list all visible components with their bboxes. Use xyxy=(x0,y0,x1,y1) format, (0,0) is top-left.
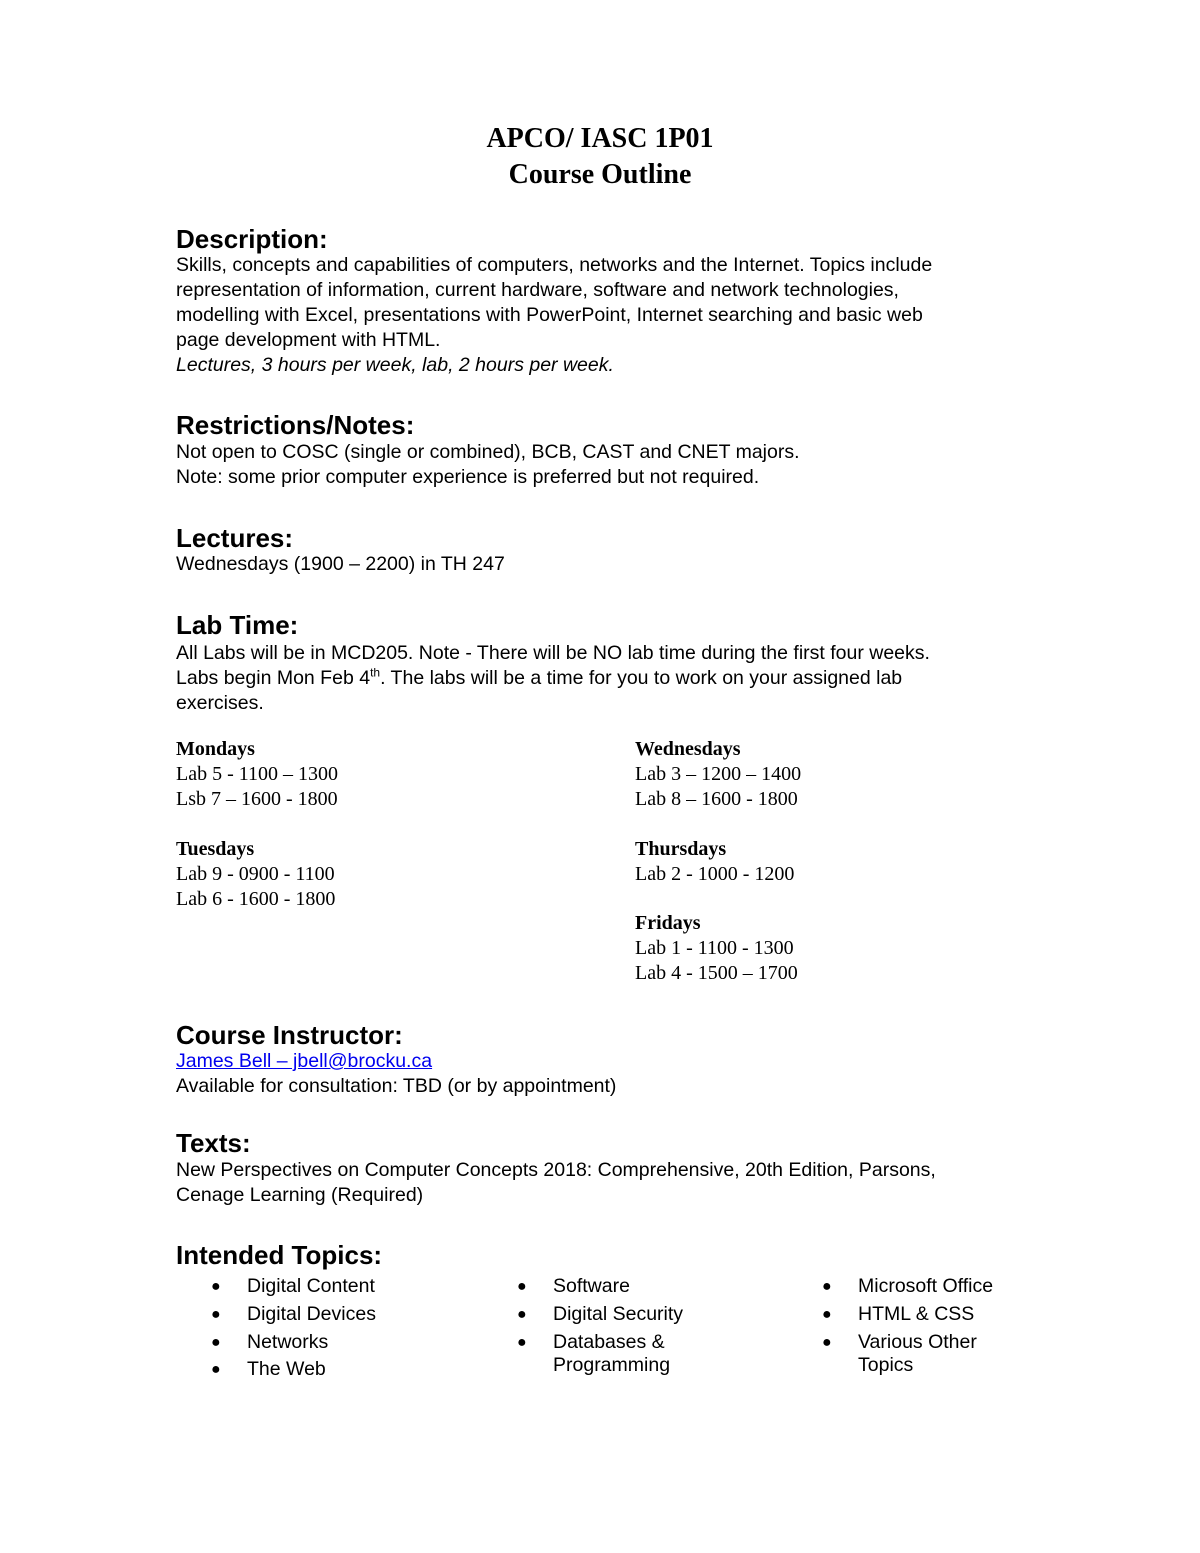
bullet-icon: ● xyxy=(517,1278,527,1295)
topic-item: Digital Content xyxy=(247,1275,375,1297)
bullet-icon: ● xyxy=(822,1334,832,1351)
restrictions-line: Not open to COSC (single or combined), BCB, CAST and CNET majors. xyxy=(176,441,800,463)
topic-item: Digital Security xyxy=(553,1303,684,1325)
description-heading: Description: xyxy=(176,224,328,254)
textbook-line: New Perspectives on Computer Concepts 2018: Comprehensive, 20th Edition, Parsons, xyxy=(176,1159,936,1181)
texts-heading: Texts: xyxy=(176,1128,251,1158)
topic-item: Microsoft Office xyxy=(858,1275,994,1297)
schedule-mondays xyxy=(176,737,338,812)
bullet-icon: ● xyxy=(211,1278,221,1295)
topic-item: Software xyxy=(553,1275,630,1297)
instructor-availability: Available for consultation: TBD (or by appointment) xyxy=(176,1075,617,1097)
schedule-wednesdays xyxy=(635,737,801,812)
restrictions-heading: Restrictions/Notes: xyxy=(176,410,415,440)
schedule-tuesdays xyxy=(176,837,335,912)
lab-slot: Lab 3 – 1200 – 1400 xyxy=(635,763,802,785)
schedule-fridays xyxy=(635,911,798,986)
bullet-icon: ● xyxy=(517,1306,527,1323)
lab-time-heading: Lab Time: xyxy=(176,610,299,640)
description-line: Skills, concepts and capabilities of computers, networks and the Internet. Topics include xyxy=(176,254,933,276)
description-line: page development with HTML. xyxy=(176,329,441,351)
topic-item-continued: Programming xyxy=(553,1354,671,1376)
lab-slot: Lab 5 - 1100 – 1300 xyxy=(176,763,339,785)
instructor-email-link[interactable]: James Bell – jbell@brocku.ca xyxy=(176,1050,433,1072)
day-label: Tuesdays xyxy=(176,838,255,860)
topic-item: The Web xyxy=(247,1358,326,1380)
topic-item: Networks xyxy=(247,1331,329,1353)
topic-item: Databases & xyxy=(553,1331,665,1353)
lab-time-line: Labs begin Mon Feb 4th. The labs will be a time for you to work on your assigned lab xyxy=(176,665,903,689)
topic-item: Digital Devices xyxy=(247,1303,376,1325)
bullet-icon: ● xyxy=(822,1306,832,1323)
restrictions-line: Note: some prior computer experience is preferred but not required. xyxy=(176,466,760,488)
lab-time-line: exercises. xyxy=(176,692,264,714)
day-label: Wednesdays xyxy=(635,738,741,760)
topic-item: Various Other xyxy=(858,1331,977,1353)
topic-item: HTML & CSS xyxy=(858,1303,975,1325)
schedule-thursdays xyxy=(635,837,794,887)
bullet-icon: ● xyxy=(211,1334,221,1351)
lab-time-line: All Labs will be in MCD205. Note - There will be NO lab time during the first four weeks. xyxy=(176,642,930,664)
textbook-line: Cenage Learning (Required) xyxy=(176,1184,424,1206)
lab-slot: Lsb 7 – 1600 - 1800 xyxy=(176,788,338,810)
lecture-time: Wednesdays (1900 – 2200) in TH 247 xyxy=(176,553,505,575)
day-label: Mondays xyxy=(176,738,255,760)
bullet-icon: ● xyxy=(517,1334,527,1351)
description-line: representation of information, current hardware, software and network technologies, xyxy=(176,279,899,301)
course-code: APCO/ IASC 1P01 xyxy=(486,123,714,154)
lab-slot: Lab 1 - 1100 - 1300 xyxy=(635,937,794,959)
description-line: modelling with Excel, presentations with PowerPoint, Internet searching and basic web xyxy=(176,304,923,326)
document-title: Course Outline xyxy=(508,159,692,190)
topic-item-continued: Topics xyxy=(858,1354,914,1376)
bullet-icon: ● xyxy=(211,1361,221,1378)
day-label: Fridays xyxy=(635,912,701,934)
lab-slot: Lab 9 - 0900 - 1100 xyxy=(176,863,335,885)
lectures-heading: Lectures: xyxy=(176,523,294,553)
lab-slot: Lab 6 - 1600 - 1800 xyxy=(176,888,336,910)
instructor-heading: Course Instructor: xyxy=(176,1020,403,1050)
bullet-icon: ● xyxy=(822,1278,832,1295)
instructor-contact-line xyxy=(176,1049,432,1074)
lab-slot: Lab 2 - 1000 - 1200 xyxy=(635,863,795,885)
course-hours: Lectures, 3 hours per week, lab, 2 hours per week. xyxy=(176,354,614,376)
lab-slot: Lab 4 - 1500 – 1700 xyxy=(635,962,798,984)
lab-slot: Lab 8 – 1600 - 1800 xyxy=(635,788,798,810)
bullet-icon: ● xyxy=(211,1306,221,1323)
topics-heading: Intended Topics: xyxy=(176,1240,383,1270)
day-label: Thursdays xyxy=(635,838,727,860)
